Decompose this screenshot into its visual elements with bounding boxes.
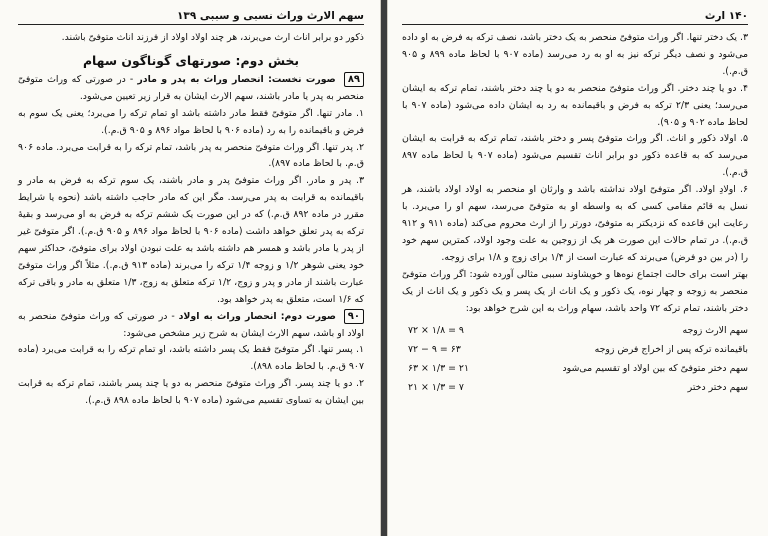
- item5: ۵. اولاد ذکور و اناث. اگر وراث متوفیّ پسر و دختر باشند، تمام ترکه به قرابت به ایشان می‌رسد که به قاعده ذکور دو برابر اناث تقسیم می‌شود (ماده ۹۰۷ با لحاظ ماده ۸۹۷ ق.م.).: [402, 133, 748, 179]
- item1-number-box: ۸۹: [344, 72, 364, 87]
- table-row-label: سهم الارث زوجه: [682, 325, 748, 337]
- left-intro-text: ذکور دو برابر اناث ارث می‌برند، هر چند اولاد اولاد از فرزند اناث متوفیّ باشند.: [61, 32, 364, 43]
- left-page: [0, 0, 381, 536]
- table-row: [402, 340, 748, 359]
- item4: ۴. دو یا چند دختر. اگر وراث متوفیّ منحصر به دو یا چند دختر باشند، تمام ترکه به ایشان می‌رسد؛ یعنی ۲/۳ ترکه به فرض و باقیمانده به رد به ایشان داده می‌شود (ماده ۹۰۷ با لحاظ ماده ۹۰۲ و ۹۰۵).: [402, 82, 749, 128]
- item6: ۶. اولادِ اولاد. اگر متوفیّ اولاد نداشته باشد و وارثان او منحصر به اولاد اولاد باشند، هر نسل به قائم مقامی کسی که به واسطه او به متوفیّ می‌رسد، سهم او را می‌برد. با رعایت این قاعده که نزدیکتر به متوفیّ، دورتر را از ارث محروم می‌کند (ماده ۹۱۱ و ۹۱۲ ق.م.). در تمام حالات این صورت هر یک از زوجین به علت وجود اولاد، کمترین سهم خود را (در بین دو فرض) می‌برند که عبارت است از ۱/۴ برای زوج و ۱/۸ برای زوجه.: [402, 184, 748, 263]
- left-header-title: سهم الارث وراث نسبی و سببی ۱۳۹: [177, 10, 364, 22]
- table-row-value: ۷۲ × ۱/۸ = ۹: [408, 325, 464, 337]
- right-header-title: ۱۴۰ ارث: [704, 10, 748, 22]
- table-row: [402, 321, 748, 340]
- table-row: [402, 378, 748, 397]
- table-row-label: سهم دختر دختر: [687, 382, 748, 394]
- item1-text: - در صورتی که وراث متوفیّ منحصر به پدر یا مادر باشند، سهم الارث ایشان به قرار زیر تعیین می‌شود.: [18, 73, 364, 102]
- table-row-value: ۲۱ × ۱/۳ = ۷: [408, 382, 464, 394]
- item2-paragraph: [18, 309, 364, 343]
- section-title: بخش دوم: صورتهای گوناگون سهام: [82, 52, 300, 68]
- right-page: [387, 0, 768, 536]
- item1-heading: صورت نخست: انحصار وراث به پدر و مادر: [137, 73, 336, 85]
- item1-2: ۲. پدر تنها. اگر وراث متوفیّ منحصر به پدر باشد، تمام ترکه را به قرابت می‌برد. ماده ۹۰۶ ق.م. با لحاظ ماده ۸۹۷).: [18, 141, 364, 170]
- table-row-label: سهم دختر متوفیّ که بین اولاد او تقسیم می‌شود: [562, 363, 748, 375]
- table-row: [402, 359, 748, 378]
- right-page-header: [402, 10, 748, 25]
- item1-3: ۳. پدر و مادر. اگر وراث متوفیّ پدر و مادر باشند، یک سوم ترکه به فرض به مادر و باقیمانده به قرابت به پدر می‌رسد. مگر این که مادر حاجب داشته باشد (نحوه یا شرایط مقرر در ماده ۸۹۲ ق.م.) که در این صورت یک ششم ترکه به فرض به او می‌رسد و بقیهٔ ترکه به پدر تعلق خواهد داشت (ماده ۹۰۶ با لحاظ مواد ۸۹۶ و ۹۰۵ ق.م.). اگر متوفیّ غیر از پدر یا مادر باشد و همسر هم داشته باشد به علت نبودن اولاد برای متوفیّ، حداکثر سهم خود یعنی شوهر ۱/۲ و زوجه ۱/۴ ترکه را می‌برند (ماده ۹۱۳ ق.م.). مثلاً اگر وراث متوفیّ عبارت باشند از مادر و پدر و زوج، ۱/۲ ترکه متعلق به زوج، ۱/۳ متعلق به مادر و باقی ترکه که ۱/۶ است، متعلق به پدر خواهد بود.: [18, 175, 364, 305]
- item2-number-box: ۹۰: [344, 309, 364, 324]
- item1-1: ۱. مادر تنها. اگر متوفیّ فقط مادر داشته باشد او تمام ترکه را می‌برد؛ یعنی یک سوم به فرض و باقیمانده را به رد (ماده ۹۰۶ با لحاظ مواد ۸۹۶ و ۹۰۵ ق.م.).: [18, 107, 364, 136]
- item1-paragraph: [18, 72, 364, 106]
- item2-text: - در صورتی که وراث متوفیّ منحصر به اولاد او باشد، سهم الارث ایشان به شرح زیر مشخص می‌شود:: [18, 310, 364, 339]
- item2-1: ۱. پسر تنها. اگر متوفیّ فقط یک پسر داشته باشد، او تمام ترکه را به قرابت می‌برد (ماده ۹۰۷ ق.م. با لحاظ ماده ۸۹۸).: [18, 344, 364, 373]
- share-table: [402, 321, 748, 397]
- table-row-label: باقیمانده ترکه پس از اخراج فرض زوجه: [594, 344, 748, 356]
- item3: ۳. یک دختر تنها. اگر وراث متوفیّ منحصر به یک دختر باشد، نصف ترکه به فرض به او داده می‌شود و نصف دیگر ترکه نیز به او به رد می‌رسد (ماده ۹۰۷ با لحاظ ماده ۸۹۹ و ۹۰۵ ق.م.).: [401, 32, 748, 77]
- item2-heading: صورت دوم: انحصار وراث به اولاد: [178, 310, 336, 322]
- table-row-value: ۷۲ − ۹ = ۶۳: [408, 344, 461, 356]
- table-row-value: ۶۳ × ۱/۳ = ۲۱: [408, 363, 470, 375]
- example-intro: بهتر است برای حالت اجتماع نوه‌ها و خویشاوند سببی مثالی آورده شود: اگر وراث متوفیّ منحصر به زوجه و چهار نوه، یک ذکور و یک اناث از یک پسر و یک ذکور و یک اناث از یک دختر باشند، تمام ترکه ۷۲ واحد باشد، سهام وراث به این شرح خواهد بود:: [402, 268, 748, 314]
- left-page-header: [18, 10, 364, 25]
- item2-2: ۲. دو یا چند پسر. اگر وراث متوفیّ منحصر به دو یا چند پسر باشند، تمام ترکه به قرابت بین ایشان به تساوی تقسیم می‌شود (ماده ۹۰۷ با لحاظ ماده ۸۹۸ ق.م.).: [18, 378, 364, 407]
